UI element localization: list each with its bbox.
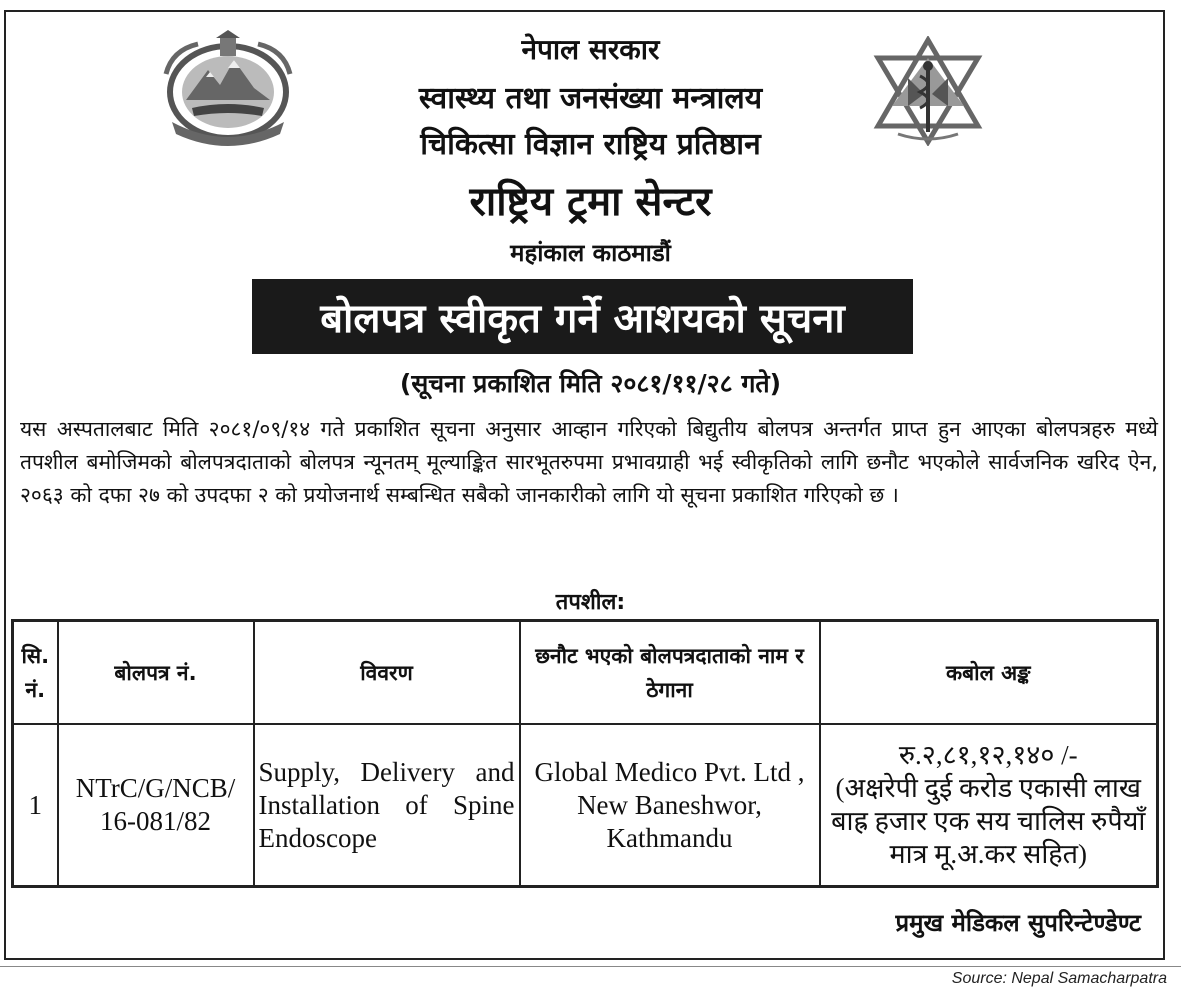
amount-words: (अक्षरेपी दुई करोड एकासी लाख बाह्र हजार एक सय चालिस रुपैयाँ मात्र मू.अ.कर सहित): [831, 773, 1146, 869]
ministry-name: स्वास्थ्य तथा जनसंख्या मन्त्रालय: [418, 81, 763, 116]
cell-amount: [820, 724, 1158, 887]
source-credit: Source: Nepal Samacharpatra: [951, 970, 1167, 987]
col-header-bidder: छनौट भएको बोलपत्रदाताको नाम र ठेगाना: [520, 621, 820, 725]
cell-description: Supply, Delivery and Installation of Spine Endoscope: [254, 724, 520, 887]
schedule-title: तपशील:: [555, 590, 626, 615]
col-header-bid-no: बोलपत्र नं.: [58, 621, 254, 725]
footer-divider: [0, 966, 1181, 967]
center-name: राष्ट्रिय ट्रमा सेन्टर: [469, 179, 712, 225]
notice-title: बोलपत्र स्वीकृत गर्ने आशयको सूचना: [320, 296, 845, 342]
cell-bid-no: NTrC/G/NCB/ 16-081/82: [58, 724, 254, 887]
col-header-amount: कबोल अङ्क: [820, 621, 1158, 725]
institute-name: चिकित्सा विज्ञान राष्ट्रिय प्रतिष्ठान: [420, 127, 761, 162]
government-name: नेपाल सरकार: [521, 33, 660, 66]
amount-figure: रु.२,८१,१२,१४० /-: [898, 740, 1078, 770]
bid-table: [11, 619, 1159, 888]
cell-bidder: Global Medico Pvt. Ltd , New Baneshwor, Kathmandu: [520, 724, 820, 887]
table-header-row: [13, 621, 1158, 725]
cell-sn: 1: [13, 724, 58, 887]
notice-title-banner: [252, 279, 913, 354]
notice-body: यस अस्पतालबाट मिति २०८१/०९/१४ गते प्रकाशित सूचना अनुसार आव्हान गरिएको बिद्युतीय बोलपत्र अन्तर्गत प्राप्त हुन आएका बोलपत्रहरु मध्ये तपशील बमोजिमको बोलपत्रदाताको बोलपत्र न्यूनतम् मूल्याङ्कित सारभूतरुपमा प्रभावग्राही भई स्वीकृतिको लागि छनौट भएकोले सार्वजनिक खरिद ऐन, २०६३ को दफा २७ को उपदफा २ को प्रयोजनार्थ सम्बन्धित सबैको जानकारीको लागि यो सूचना प्रकाशित गरिएको छ ।: [20, 417, 1158, 507]
table-row: [13, 724, 1158, 887]
published-date: (सूचना प्रकाशित मिति २०८१/११/२८ गते): [399, 369, 782, 398]
col-header-description: विवरण: [254, 621, 520, 725]
center-location: महांकाल काठमाडौं: [510, 239, 671, 267]
col-header-sn: सि. नं.: [13, 621, 58, 725]
signatory: प्रमुख मेडिकल सुपरिन्टेण्डेण्ट: [895, 909, 1141, 937]
